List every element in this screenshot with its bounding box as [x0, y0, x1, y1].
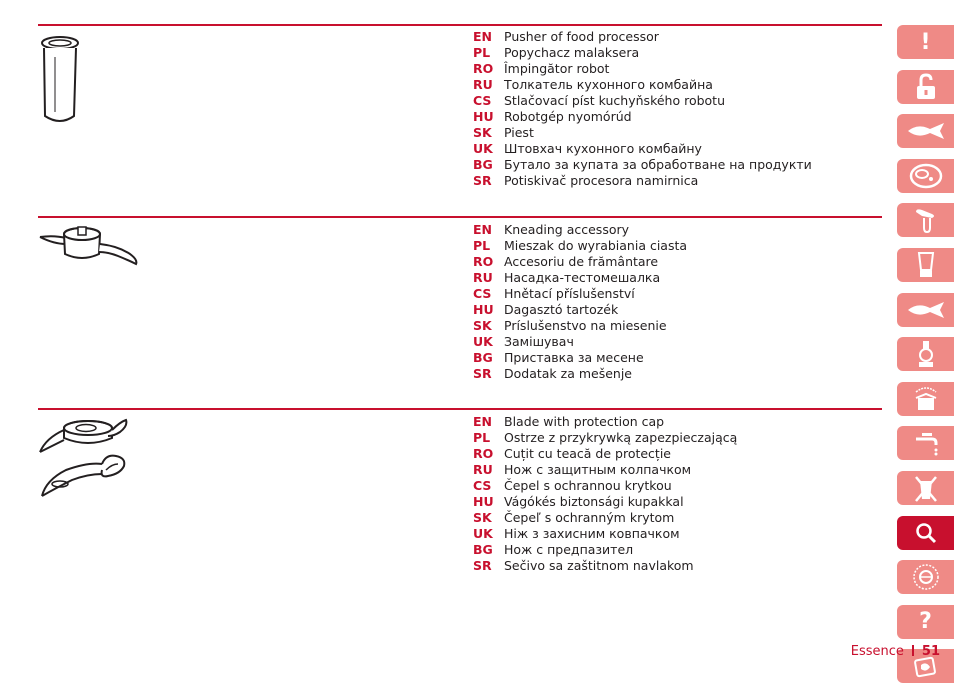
item-label: Mieszak do wyrabiania ciasta [504, 237, 688, 253]
item-label: Împingător robot [504, 60, 610, 76]
list-item [473, 349, 687, 365]
list-item [473, 44, 812, 60]
tab-recycling[interactable] [897, 471, 954, 505]
language-code: SR [473, 557, 492, 573]
section-divider [38, 408, 882, 410]
page-number: 51 [921, 644, 940, 659]
question-icon: ? [919, 609, 932, 635]
magnifier-icon [914, 521, 938, 545]
item-label: Штовхач кухонного комбайну [504, 140, 702, 156]
language-code: RU [473, 76, 493, 92]
language-code: UK [473, 525, 493, 541]
list-item [473, 413, 737, 429]
language-code: BG [473, 156, 493, 172]
item-label: Blade with protection cap [504, 413, 665, 429]
food-processor-top-icon [908, 162, 944, 190]
item-label: Robotgép nyomórúd [504, 108, 632, 124]
tab-cleaning[interactable] [897, 426, 954, 460]
language-code: SR [473, 172, 492, 188]
tab-fish-2[interactable] [897, 293, 954, 327]
list-item [473, 493, 737, 509]
language-code: PL [473, 44, 491, 60]
language-code: CS [473, 92, 492, 108]
tab-guarantee[interactable] [897, 560, 954, 594]
item-label: Нож с защитным колпачком [504, 461, 692, 477]
list-item [473, 365, 687, 381]
blade-with-cap-illustration [36, 414, 132, 504]
list-item [473, 172, 812, 188]
list-item [473, 477, 737, 493]
tab-fish[interactable] [897, 114, 954, 148]
section-blade-text [473, 413, 737, 573]
blender-icon [914, 250, 938, 280]
crossed-bin-icon [912, 473, 940, 503]
item-label: Accesoriu de frământare [504, 253, 659, 269]
list-item [473, 461, 737, 477]
tab-processor-top[interactable] [897, 159, 954, 193]
list-item [473, 445, 737, 461]
language-code: EN [473, 28, 493, 44]
language-code: BG [473, 349, 493, 365]
item-label: Ostrze z przykrywką zapezpieczającą [504, 429, 738, 445]
section-kneading-text [473, 221, 687, 381]
tab-meat-grinder[interactable] [897, 337, 954, 371]
page-footer [851, 644, 940, 659]
list-item [473, 301, 687, 317]
list-item [473, 60, 812, 76]
list-item [473, 28, 812, 44]
section-divider [38, 216, 882, 218]
list-item [473, 108, 812, 124]
unlock-icon [913, 72, 939, 102]
item-label: Hnětací příslušenství [504, 285, 635, 301]
tab-help[interactable] [897, 605, 954, 639]
item-label: Kneading accessory [504, 221, 630, 237]
tab-mixer[interactable] [897, 203, 954, 237]
language-code: UK [473, 140, 493, 156]
item-label: Приставка за месене [504, 349, 644, 365]
section-pusher-text [473, 28, 812, 188]
language-code: CS [473, 477, 492, 493]
tab-warnings[interactable] [897, 25, 954, 59]
footer-divider [912, 645, 914, 656]
tab-storage[interactable] [897, 382, 954, 416]
language-code: BG [473, 541, 493, 557]
language-code: SK [473, 124, 492, 140]
item-label: Sečivo sa zaštitnom navlakom [504, 557, 694, 573]
item-label: Čepeľ s ochranným krytom [504, 509, 675, 525]
list-item [473, 429, 737, 445]
language-code: HU [473, 493, 494, 509]
item-label: Ніж з захисним ковпачком [504, 525, 680, 541]
language-code: RO [473, 445, 494, 461]
item-label: Potiskivač procesora namirnica [504, 172, 699, 188]
tab-unlock[interactable] [897, 70, 954, 104]
language-code: PL [473, 429, 491, 445]
exclamation-icon: ! [920, 29, 931, 55]
list-item [473, 509, 737, 525]
language-code: RO [473, 60, 494, 76]
worldwide-guarantee-icon [911, 562, 941, 592]
item-label: Cuțit cu teacă de protecție [504, 445, 671, 461]
language-code: RO [473, 253, 494, 269]
storage-icon [912, 384, 940, 414]
item-label: Нож с предпазител [504, 541, 634, 557]
language-code: PL [473, 237, 491, 253]
language-code: CS [473, 285, 492, 301]
kneading-accessory-illustration [38, 222, 142, 268]
language-code: EN [473, 413, 493, 429]
list-item [473, 221, 687, 237]
meat-grinder-icon [914, 339, 938, 369]
tab-accessories[interactable] [897, 516, 954, 550]
chapter-tabs [897, 25, 949, 694]
section-divider [38, 24, 882, 26]
language-code: EN [473, 221, 493, 237]
item-label: Vágókés biztonsági kupakkal [504, 493, 684, 509]
list-item [473, 140, 812, 156]
brand-name: Essence [850, 644, 904, 659]
list-item [473, 541, 737, 557]
item-label: Popychacz malaksera [504, 44, 640, 60]
language-code: SR [473, 365, 492, 381]
language-code: SK [473, 317, 492, 333]
item-label: Dagasztó tartozék [504, 301, 619, 317]
item-label: Pusher of food processor [504, 28, 659, 44]
fish-icon [906, 300, 946, 320]
list-item [473, 269, 687, 285]
item-label: Stlačovací píst kuchyňského robotu [504, 92, 726, 108]
list-item [473, 92, 812, 108]
item-label: Замішувач [504, 333, 574, 349]
mixer-icon [912, 206, 940, 234]
list-item [473, 124, 812, 140]
item-label: Толкатель кухонного комбайна [504, 76, 713, 92]
list-item [473, 285, 687, 301]
list-item [473, 333, 687, 349]
list-item [473, 253, 687, 269]
item-label: Бутало за купата за обработване на продукти [504, 156, 812, 172]
item-label: Piest [504, 124, 534, 140]
list-item [473, 237, 687, 253]
list-item [473, 156, 812, 172]
language-code: RU [473, 461, 493, 477]
language-code: HU [473, 108, 494, 124]
language-code: RU [473, 269, 493, 285]
language-code: UK [473, 333, 493, 349]
faucet-icon [912, 429, 940, 457]
item-label: Насадка-тестомешалка [504, 269, 661, 285]
item-label: Dodatak za mešenje [504, 365, 632, 381]
list-item [473, 525, 737, 541]
item-label: Čepel s ochrannou krytkou [504, 477, 672, 493]
item-label: Príslušenstvo na miesenie [504, 317, 667, 333]
fish-icon [906, 121, 946, 141]
tab-blender[interactable] [897, 248, 954, 282]
language-code: SK [473, 509, 492, 525]
list-item [473, 317, 687, 333]
food-pusher-illustration [38, 32, 83, 126]
list-item [473, 76, 812, 92]
language-code: HU [473, 301, 494, 317]
list-item [473, 557, 737, 573]
